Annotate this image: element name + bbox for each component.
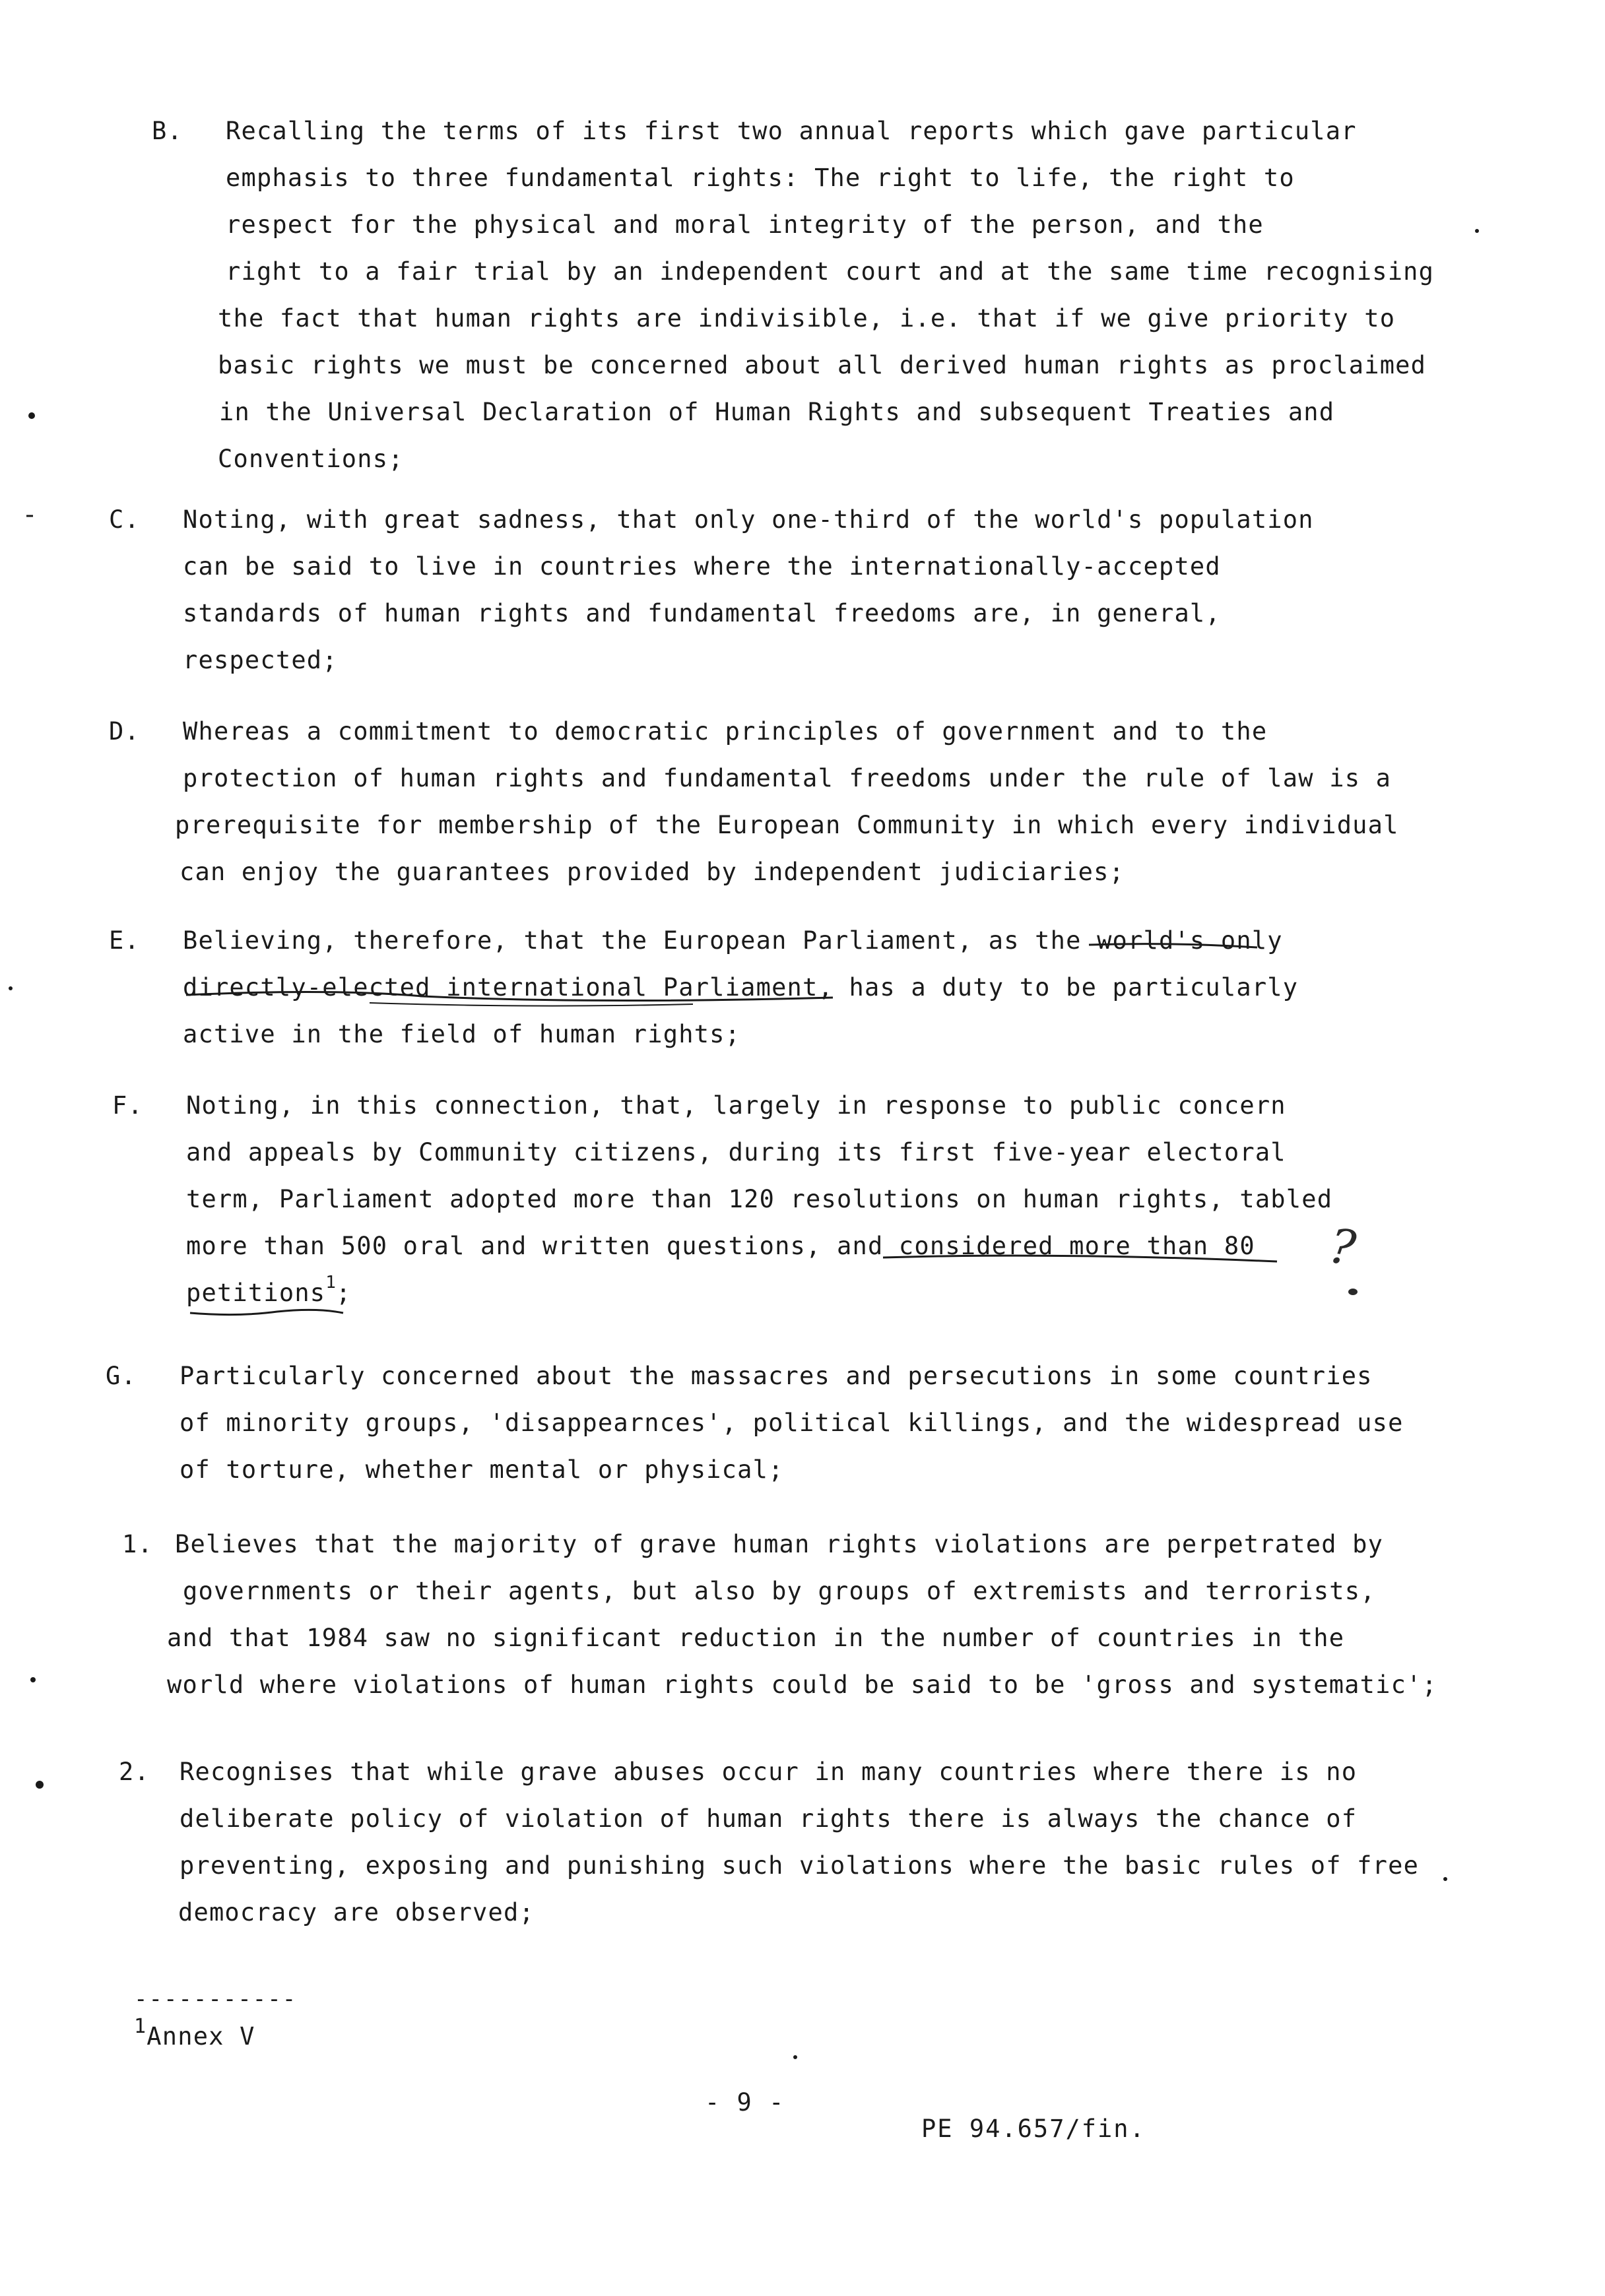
recital-text <box>180 1353 1404 1493</box>
footnote-reference: 1 <box>325 1273 336 1292</box>
recital-g <box>106 1353 1404 1493</box>
text-line: Whereas a commitment to democratic principles of government and to the <box>183 717 1268 746</box>
text-line: Recognises that while grave abuses occur in many countries where there is no <box>180 1758 1358 1786</box>
recital-text <box>218 108 1435 482</box>
recital-marker: E. <box>109 926 140 955</box>
text-line: Particularly concerned about the massacres and persecutions in some countries <box>180 1362 1373 1390</box>
scan-speck <box>793 2055 797 2059</box>
scan-speck <box>1443 1877 1447 1881</box>
scan-speck <box>30 1677 36 1682</box>
recital-b <box>152 108 1435 482</box>
recital-c <box>109 496 1314 684</box>
text-line: right to a fair trial by an independent court and at the same time recognising <box>226 257 1435 286</box>
text-line: of minority groups, 'disappearnces', political killings, and the widespread use <box>180 1409 1404 1437</box>
recital-text <box>186 1082 1332 1320</box>
line-suffix: ; <box>335 1279 352 1307</box>
paragraph-text <box>180 1748 1419 1936</box>
text-line: Believing, therefore, that the European Parliament, as the world's only <box>183 926 1283 955</box>
recital-marker: B. <box>152 117 183 145</box>
text-line: prerequisite for membership of the European Community in which every individual <box>175 811 1399 839</box>
text-line: emphasis to three fundamental rights: The right to life, the right to <box>226 164 1295 192</box>
text-line: preventing, exposing and punishing such violations where the basic rules of free <box>180 1851 1420 1880</box>
text-line: basic rights we must be concerned about all derived human rights as proclaimed <box>218 351 1427 379</box>
text-line: Noting, in this connection, that, largely in response to public concern <box>186 1091 1286 1120</box>
recital-marker: G. <box>106 1362 137 1390</box>
footnote-mark: 1 <box>134 2015 147 2038</box>
text-line: Believes that the majority of grave human rights violations are perpetrated by <box>175 1530 1384 1558</box>
text-line: in the Universal Declaration of Human Rights and subsequent Treaties and <box>219 398 1335 426</box>
scan-speck <box>36 1781 44 1789</box>
text-line: democracy are observed; <box>178 1898 535 1927</box>
text-line: Conventions; <box>218 445 404 473</box>
recital-d <box>109 708 1399 895</box>
text-line: more than 500 oral and written questions, and considered more than 80 <box>186 1232 1255 1260</box>
handwritten-question-mark: ? <box>1326 1217 1359 1277</box>
text-line: active in the field of human rights; <box>183 1020 741 1048</box>
text-line: can enjoy the guarantees provided by independent judiciaries; <box>180 858 1125 886</box>
text-line: of torture, whether mental or physical; <box>180 1455 784 1484</box>
recital-text <box>183 496 1314 684</box>
paragraph-text <box>167 1521 1445 1708</box>
scan-speck <box>28 412 35 419</box>
text-line: Recalling the terms of its first two annual reports which gave particular <box>226 117 1357 145</box>
footnote-separator: ----------- <box>134 1986 298 2012</box>
scan-speck <box>9 986 13 990</box>
text-line: respect for the physical and moral integrity of the person, and the <box>226 210 1264 239</box>
paragraph-number: 1. <box>122 1530 153 1558</box>
text-line: deliberate policy of violation of human rights there is always the chance of <box>180 1804 1358 1833</box>
recital-marker: C. <box>109 505 140 534</box>
footnote-text: Annex V <box>147 2022 255 2051</box>
paragraph-number: 2. <box>119 1758 150 1786</box>
text-line: directly-elected international Parliament, has a duty to be particularly <box>183 973 1299 1002</box>
document-reference: PE 94.657/fin. <box>921 2115 1146 2143</box>
operative-paragraph-1 <box>122 1521 1438 1708</box>
recital-marker: D. <box>109 717 140 746</box>
recital-marker: F. <box>112 1091 143 1120</box>
footnote <box>134 2015 255 2051</box>
text-line: can be said to live in countries where the internationally-accepted <box>183 552 1221 581</box>
text-line: standards of human rights and fundamental freedoms are, in general, <box>183 599 1221 627</box>
text-line <box>186 1269 1332 1320</box>
text-line: and appeals by Community citizens, during its first five-year electoral <box>186 1138 1286 1166</box>
scan-speck <box>1348 1289 1358 1295</box>
operative-paragraph-2 <box>119 1748 1420 1936</box>
text-line: world where violations of human rights could be said to be 'gross and systematic'; <box>167 1671 1438 1699</box>
text-line: Noting, with great sadness, that only one-third of the world's population <box>183 505 1314 534</box>
recital-text <box>175 708 1407 895</box>
scan-speck <box>1475 229 1479 233</box>
text-line: and that 1984 saw no significant reduction in the number of countries in the <box>167 1624 1345 1652</box>
text-line: the fact that human rights are indivisible, i.e. that if we give priority to <box>218 304 1396 333</box>
text-line: term, Parliament adopted more than 120 resolutions on human rights, tabled <box>186 1185 1333 1213</box>
text-line-content: petitions <box>186 1279 326 1307</box>
recital-f <box>112 1082 1333 1320</box>
recital-text <box>183 917 1298 1058</box>
text-line: governments or their agents, but also by groups of extremists and terrorists, <box>183 1577 1376 1605</box>
page-number: - 9 - <box>705 2088 785 2117</box>
text-line: respected; <box>183 646 338 674</box>
recital-e <box>109 917 1299 1058</box>
text-line: protection of human rights and fundamental freedoms under the rule of law is a <box>183 764 1392 792</box>
